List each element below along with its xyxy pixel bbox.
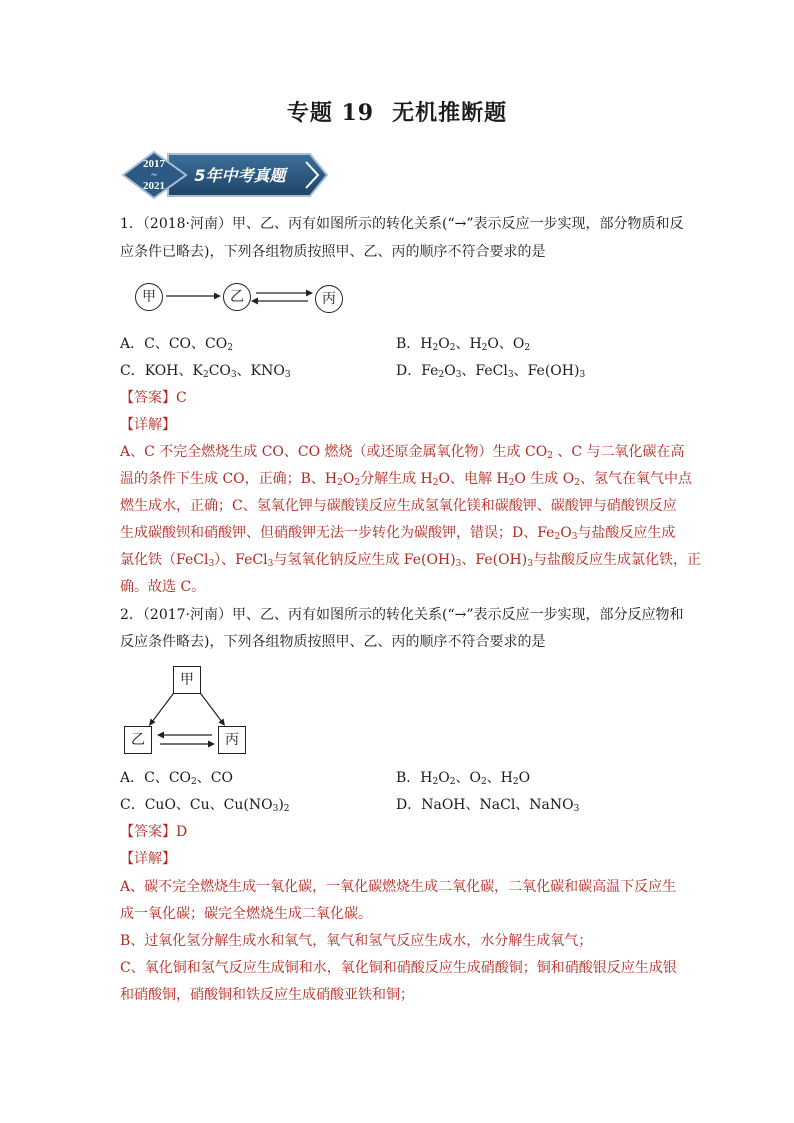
q1-stem-line2: 应条件已略去)，下列各组物质按照甲、乙、丙的顺序不符合要求的是 [120, 244, 546, 260]
q2-stem-line1: 2．（2017·河南）甲、乙、丙有如图所示的转化关系(“→”表示反应一步实现，部分反应物和 [120, 607, 684, 623]
q2-answer: 【答案】D [120, 824, 188, 840]
banner-year-bottom: 2021 [143, 180, 165, 192]
q2-detail-line4: C、氧化铜和氢气反应生成铜和水，氧化铜和硝酸反应生成硝酸铜；铜和硝酸银反应生成银 [120, 960, 677, 976]
q2-node-jia: 甲 [173, 666, 201, 694]
q1-diagram [120, 280, 350, 316]
q1-option-b: B．$H_2O_2$、$H_2O$、$O_2$ [396, 336, 531, 353]
banner-year-top: 2017 [143, 158, 165, 170]
q1-detail-line2: 温的条件下生成 CO，正确；B、$H_2O_2$分解生成 $H_2O$、电解 $H_2O$ 生成 $O_2$、氢气在氧气中点 [120, 471, 692, 488]
q2-diagram [120, 664, 260, 756]
q2-node-bing: 丙 [218, 726, 246, 754]
q2-stem-line2: 反应条件略去)，下列各组物质按照甲、乙、丙的顺序不符合要求的是 [120, 634, 546, 650]
q1-stem-line1: 1．（2018·河南）甲、乙、丙有如图所示的转化关系(“→”表示反应一步实现，部分物质和反 [120, 216, 684, 232]
q1-answer: 【答案】C [120, 390, 187, 406]
q1-detail-line3: 燃生成水，正确；C、氢氧化钾与碳酸镁反应生成氢氧化镁和碳酸钾、碳酸钾与硝酸钡反应 [120, 498, 677, 514]
q1-node-jia: 甲 [135, 283, 163, 311]
q2-detail-line1: A、碳不完全燃烧生成一氧化碳，一氧化碳燃烧生成二氧化碳，二氧化碳和碳高温下反应生 [120, 879, 677, 895]
q1-detail-line4: 生成碳酸钡和硝酸钾、但硝酸钾无法一步转化为碳酸钾，错误；D、$Fe_2O_3$与盐酸反应生成 [120, 525, 676, 542]
q1-option-a: A．C、CO、$CO_2$ [120, 336, 233, 353]
q2-detail-line3: B、过氧化氢分解生成水和氧气，氧气和氢气反应生成水，水分解生成氧气； [120, 933, 593, 949]
q1-detail-label: 【详解】 [120, 417, 176, 433]
banner-year-tilde: ~ [151, 170, 157, 181]
section-banner [120, 150, 330, 200]
q1-option-c: C．KOH、$K_2CO_3$、$KNO_3$ [120, 363, 291, 380]
title-sub: 无机推断题 [392, 100, 508, 126]
page-title [0, 96, 794, 127]
q2-option-b: B．$H_2O_2$、$O_2$、$H_2O$ [396, 770, 531, 787]
q2-option-a: A．C、$CO_2$、CO [120, 770, 233, 787]
q2-detail-line5: 和硝酸铜，硝酸铜和铁反应生成硝酸亚铁和铜； [120, 987, 414, 1003]
q1-option-d: D．$Fe_2O_3$、FeCl$_3$、$Fe(OH)_3$ [396, 363, 586, 380]
q2-option-d: D．NaOH、NaCl、NaNO$_3$ [396, 797, 580, 814]
q2-detail-line2: 成一氧化碳；碳完全燃烧生成二氧化碳。 [120, 906, 372, 922]
title-main: 专题 19 [286, 100, 375, 126]
q1-detail-line6: 确。故选 C。 [120, 579, 206, 595]
q1-node-yi: 乙 [223, 283, 251, 311]
banner-label: 5年中考真题 [194, 166, 286, 185]
q1-detail-line5: 氯化铁（FeCl$_3$）、FeCl$_3$与氢氧化钠反应生成 $Fe(OH)_3$、$Fe(OH)_3$与盐酸反应生成氯化铁，正 [120, 552, 701, 569]
q2-detail-label: 【详解】 [120, 851, 176, 867]
q2-option-c: C．CuO、Cu、$Cu(NO_3)_2$ [120, 797, 290, 814]
q2-node-yi: 乙 [124, 726, 152, 754]
q1-detail-line1: A、C 不完全燃烧生成 CO、CO 燃烧（或还原金属氧化物）生成 $CO_2$ 、C 与二氧化碳在高 [120, 444, 685, 461]
q1-node-bing: 丙 [315, 285, 343, 313]
